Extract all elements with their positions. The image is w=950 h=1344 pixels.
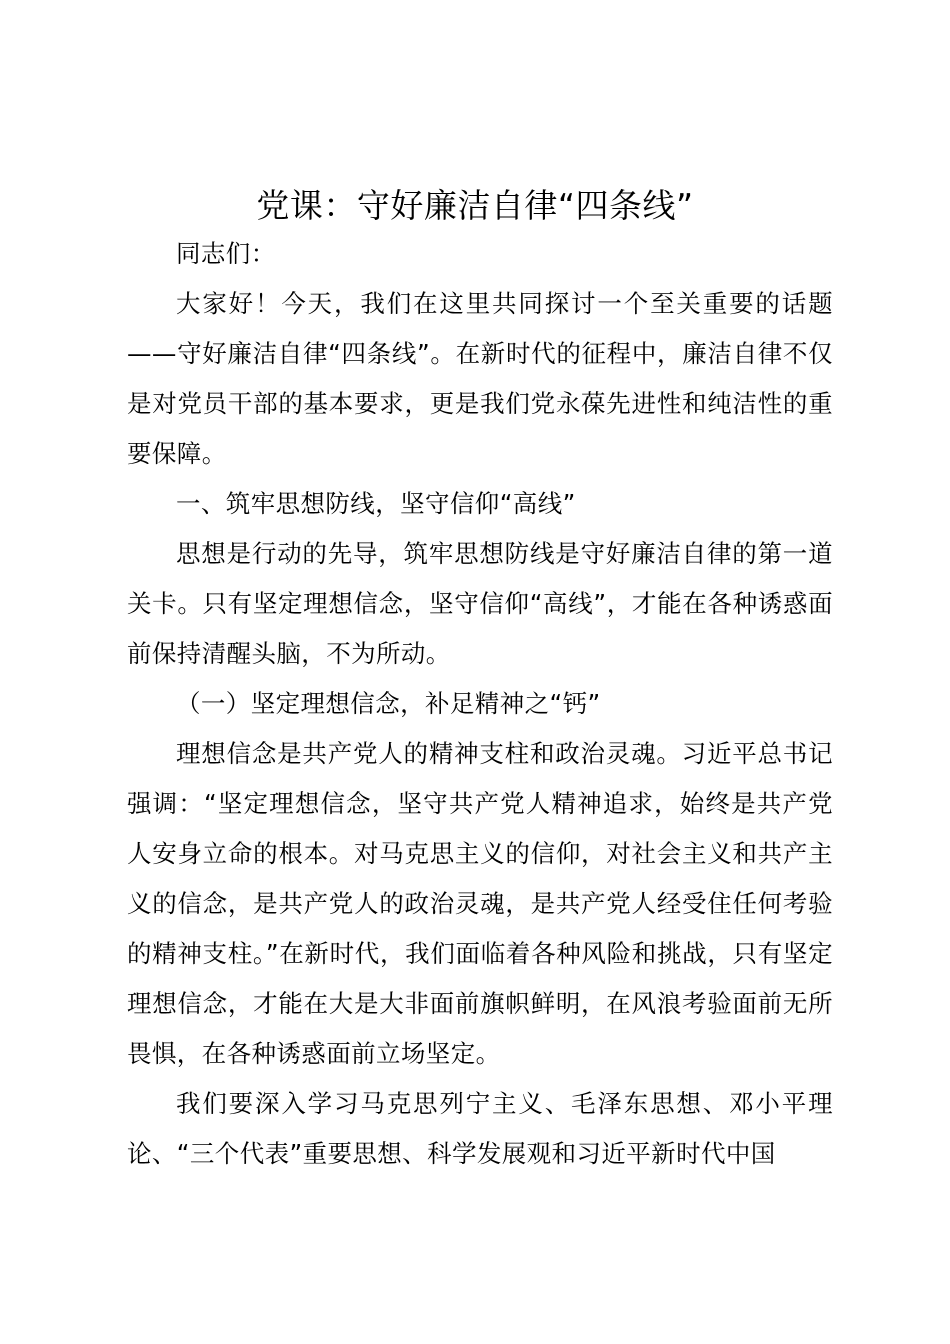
subsection-1-paragraph: 理想信念是共产党人的精神支柱和政治灵魂。习近平总书记强调：“坚定理想信念，坚守共产党人精神追求，始终是共产党人安身立命的根本。对马克思主义的信仰，对社会主义和共产主义的信念，是共产党人的政治灵魂，是共产党人经受住任何考验的精神支柱。”在新时代，我们面临着各种风险和挑战，只有坚定理想信念，才能在大是大非面前旗帜鲜明，在风浪考验面前无所畏惧，在各种诱惑面前立场坚定。	[127, 739, 833, 1068]
section-1-paragraph: 思想是行动的先导，筑牢思想防线是守好廉洁自律的第一道关卡。只有坚定理想信念，坚守信仰“高线”，才能在各种诱惑面前保持清醒头脑，不为所动。	[127, 539, 833, 668]
salutation-paragraph: 同志们：	[176, 239, 276, 268]
document-body	[127, 229, 833, 1179]
intro-paragraph: 大家好！今天，我们在这里共同探讨一个至关重要的话题——守好廉洁自律“四条线”。在新时代的征程中，廉洁自律不仅是对党员干部的基本要求，更是我们党永葆先进性和纯洁性的重要保障。	[127, 289, 833, 468]
subsection-heading-1: （一）坚定理想信念，补足精神之“钙”	[176, 689, 601, 718]
document-title: 党课：守好廉洁自律“四条线”	[256, 186, 694, 225]
section-heading-1: 一、筑牢思想防线，坚守信仰“高线”	[176, 489, 576, 518]
study-paragraph: 我们要深入学习马克思列宁主义、毛泽东思想、邓小平理论、“三个代表”重要思想、科学发展观和习近平新时代中国	[127, 1089, 833, 1168]
